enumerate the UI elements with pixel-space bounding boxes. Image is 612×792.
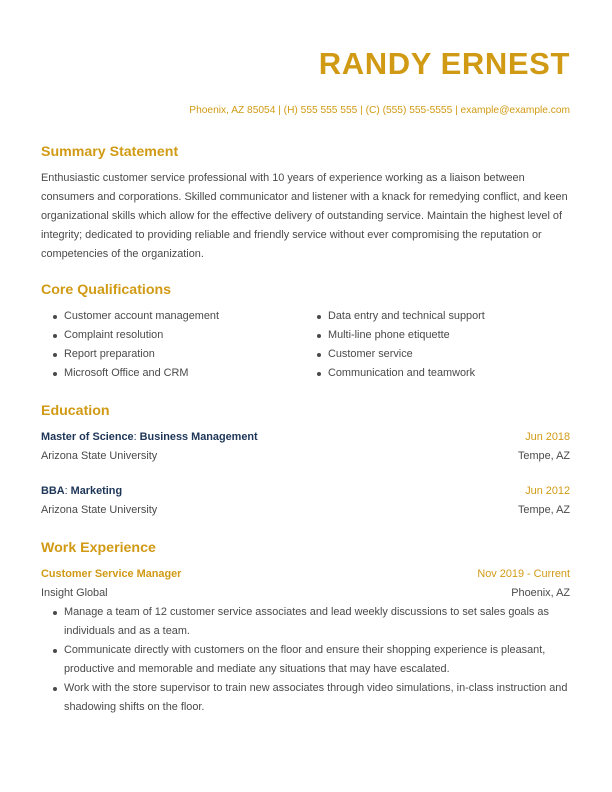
degree-separator: : <box>133 431 140 443</box>
degree-name: Master of Science <box>41 431 134 443</box>
degree-line <box>41 482 122 501</box>
qualifications-list <box>41 307 570 383</box>
summary-text: Enthusiastic customer service professional with 10 years of experience working as a liaison between consumers and corporations. Skilled communicator and listener with a knack for remedying conflict, and keen organizational skills which allow for the effective delivery of outstanding service. Maintain the highest level of integrity; dedicated to providing reliable and friendly service without ever compromising the reputation or competencies of the organization. <box>41 172 568 260</box>
graduation-date: Jun 2018 <box>525 431 570 443</box>
school-name: Arizona State University <box>41 450 158 462</box>
degree-field: Business Management <box>139 431 258 443</box>
list-item: Complaint resolution <box>41 326 305 345</box>
education-entry <box>41 482 570 520</box>
degree-line <box>41 428 258 447</box>
work-experience-heading: Work Experience <box>41 540 156 556</box>
qualifications-heading: Core Qualifications <box>41 282 172 298</box>
company-name: Insight Global <box>41 587 108 599</box>
list-item: Customer service <box>305 345 569 364</box>
qualifications-left-column <box>41 307 305 383</box>
list-item: Work with the store supervisor to train new associates through video simulations, in-class instruction and shadowing shifts on the floor. <box>41 679 570 717</box>
degree-field: Marketing <box>70 485 123 497</box>
education-entry <box>41 428 570 466</box>
list-item: Communication and teamwork <box>305 364 569 383</box>
school-name: Arizona State University <box>41 504 158 516</box>
summary-heading: Summary Statement <box>41 144 179 160</box>
list-item: Customer account management <box>41 307 305 326</box>
job-responsibilities <box>41 603 570 717</box>
degree-separator: : <box>64 485 71 497</box>
list-item: Data entry and technical support <box>305 307 569 326</box>
qualifications-right-column <box>305 307 569 383</box>
list-item: Multi-line phone etiquette <box>305 326 569 345</box>
contact-info: Phoenix, AZ 85054 | (H) 555 555 555 | (C) (555) 555-5555 | example@example.com <box>189 105 570 116</box>
school-location: Tempe, AZ <box>517 450 570 462</box>
education-heading: Education <box>41 403 110 419</box>
candidate-name: RANDY ERNEST <box>318 46 570 81</box>
employment-dates: Nov 2019 - Current <box>477 568 570 580</box>
school-location: Tempe, AZ <box>517 504 570 516</box>
work-entry <box>41 565 570 717</box>
job-title: Customer Service Manager <box>41 568 182 580</box>
list-item: Communicate directly with customers on the floor and ensure their shopping experience is pleasant, productive and memorable and mediate any situations that may have escalated. <box>41 641 570 679</box>
list-item: Report preparation <box>41 345 305 364</box>
graduation-date: Jun 2012 <box>525 485 570 497</box>
list-item: Manage a team of 12 customer service associates and lead weekly discussions to set sales goals as individuals and as a team. <box>41 603 570 641</box>
company-location: Phoenix, AZ <box>511 587 570 599</box>
list-item: Microsoft Office and CRM <box>41 364 305 383</box>
degree-name: BBA <box>41 485 65 497</box>
